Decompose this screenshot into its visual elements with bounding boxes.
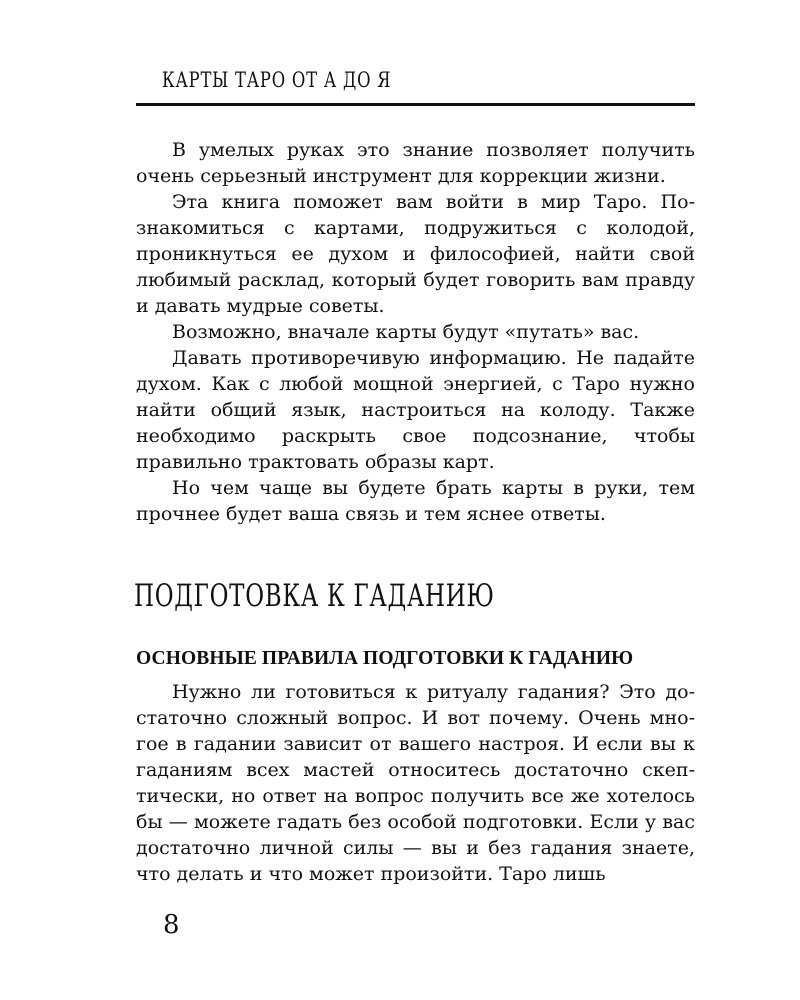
paragraph: Возможно, вначале карты будут «путать» вас. — [172, 321, 640, 343]
paragraph: Эта книга поможет вам войти в мир Таро. Познакомиться с картами, подружиться с колодой, проникнуться ее духом и философией, найти свой любимый расклад, который будет говорить вам правду и давать мудрые советы. — [136, 191, 695, 317]
section-text — [136, 679, 695, 887]
running-header: КАРТЫ ТАРО ОТ А ДО Я — [162, 68, 392, 92]
page-number: 8 — [163, 910, 180, 940]
intro-text — [136, 137, 695, 527]
header-rule — [136, 103, 695, 106]
paragraph: Давать противоречивую информацию. Не падайте духом. Как с любой мощной энергией, с Таро нужно найти общий язык, настроиться на колоду. Также необходимо раскрыть свое подсознание, чтобы правильно трактовать образы карт. — [136, 347, 695, 473]
section-title: ПОДГОТОВКА К ГАДАНИЮ — [134, 578, 495, 614]
subsection-title: ОСНОВНЫЕ ПРАВИЛА ПОДГОТОВКИ К ГАДАНИЮ — [136, 648, 634, 669]
paragraph: Но чем чаще вы будете брать карты в руки, тем прочнее будет ваша связь и тем яснее ответы. — [136, 477, 695, 525]
paragraph: В умелых руках это знание позволяет получить очень серьезный инструмент для коррекции жизни. — [136, 139, 695, 187]
paragraph: Нужно ли готовиться к ритуалу гадания? Это достаточно сложный вопрос. И вот почему. Очень многое в гадании зависит от вашего настроя. И если вы к гаданиям всех мастей относитесь достаточно скептически, но ответ на вопрос получить все же хотелось бы — можете гадать без особой подготовки. Если у вас достаточно личной силы — вы и без гадания знаете, что делать и что может произойти. Таро лишь — [136, 681, 695, 885]
